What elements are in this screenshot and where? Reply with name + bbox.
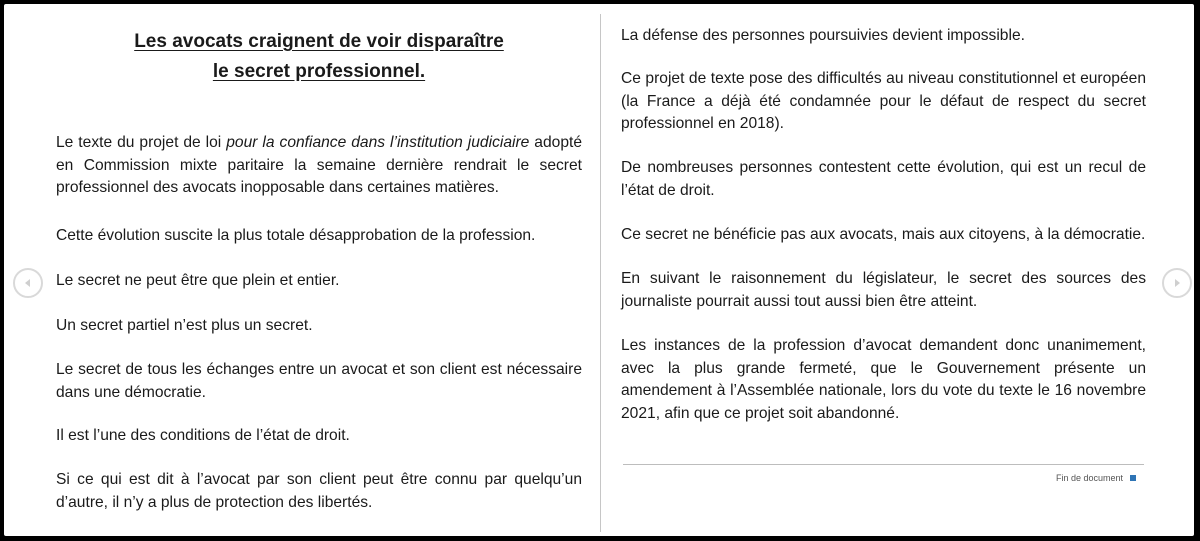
document-title	[56, 27, 582, 87]
paragraph-left-3: Le secret ne peut être que plein et entier.	[56, 272, 340, 289]
end-of-document-rule	[623, 464, 1144, 465]
paragraph-intro	[56, 132, 582, 200]
page-left	[56, 4, 582, 536]
paragraph-right-2: Ce projet de texte pose des difficultés au niveau constitutionnel et européen (la France a déjà été condamnée pour le défaut de respect du secret professionnel en 2018).	[621, 70, 1146, 132]
title-line-1: Les avocats craignent de voir disparaître	[134, 31, 504, 52]
page-right	[621, 4, 1146, 536]
document-viewer	[4, 4, 1194, 536]
previous-page-button[interactable]	[13, 268, 43, 298]
end-square-icon	[1130, 475, 1136, 481]
paragraph-right-1: La défense des personnes poursuivies devient impossible.	[621, 27, 1025, 44]
paragraph-right-3: De nombreuses personnes contestent cette évolution, qui est un recul de l’état de droit.	[621, 159, 1146, 199]
paragraph-left-5: Le secret de tous les échanges entre un avocat et son client est nécessaire dans une démocratie.	[56, 361, 582, 401]
paragraph-left-7: Si ce qui est dit à l’avocat par son client peut être connu par quelqu’un d’autre, il n’y a plus de protection des libertés.	[56, 471, 582, 511]
title-line-2: le secret professionnel.	[212, 61, 426, 82]
paragraph-left-4: Un secret partiel n’est plus un secret.	[56, 317, 313, 334]
chevron-left-icon	[22, 277, 34, 289]
end-of-document-marker	[1056, 471, 1136, 485]
paragraph-right-4: Ce secret ne bénéficie pas aux avocats, mais aux citoyens, à la démocratie.	[621, 226, 1146, 243]
next-page-button[interactable]	[1162, 268, 1192, 298]
intro-text-b: adopté en Commission mixte paritaire la semaine dernière rendrait le secret professionnel des avocats inopposable dans certaines matières.	[56, 134, 583, 196]
page-divider	[600, 14, 601, 532]
paragraph-right-6: Les instances de la profession d’avocat demandent donc unanimement, avec la plus grande fermeté, que le Gouvernement présente un amendement à l’Assemblée nationale, lors du vote du texte le 16 novembre 2021, afin que ce projet soit abandonné.	[621, 337, 1146, 422]
paragraph-left-6: Il est l’une des conditions de l’état de droit.	[56, 427, 350, 444]
law-title-italic: pour la confiance dans l’institution judiciaire	[226, 134, 530, 151]
paragraph-left-2: Cette évolution suscite la plus totale désapprobation de la profession.	[56, 227, 536, 244]
intro-text-a: Le texte du projet de loi	[56, 134, 227, 151]
paragraph-right-5: En suivant le raisonnement du législateur, le secret des sources des journaliste pourrait aussi tout aussi bien être atteint.	[621, 270, 1146, 310]
end-of-document-label: Fin de document	[1055, 473, 1123, 483]
chevron-right-icon	[1171, 277, 1183, 289]
